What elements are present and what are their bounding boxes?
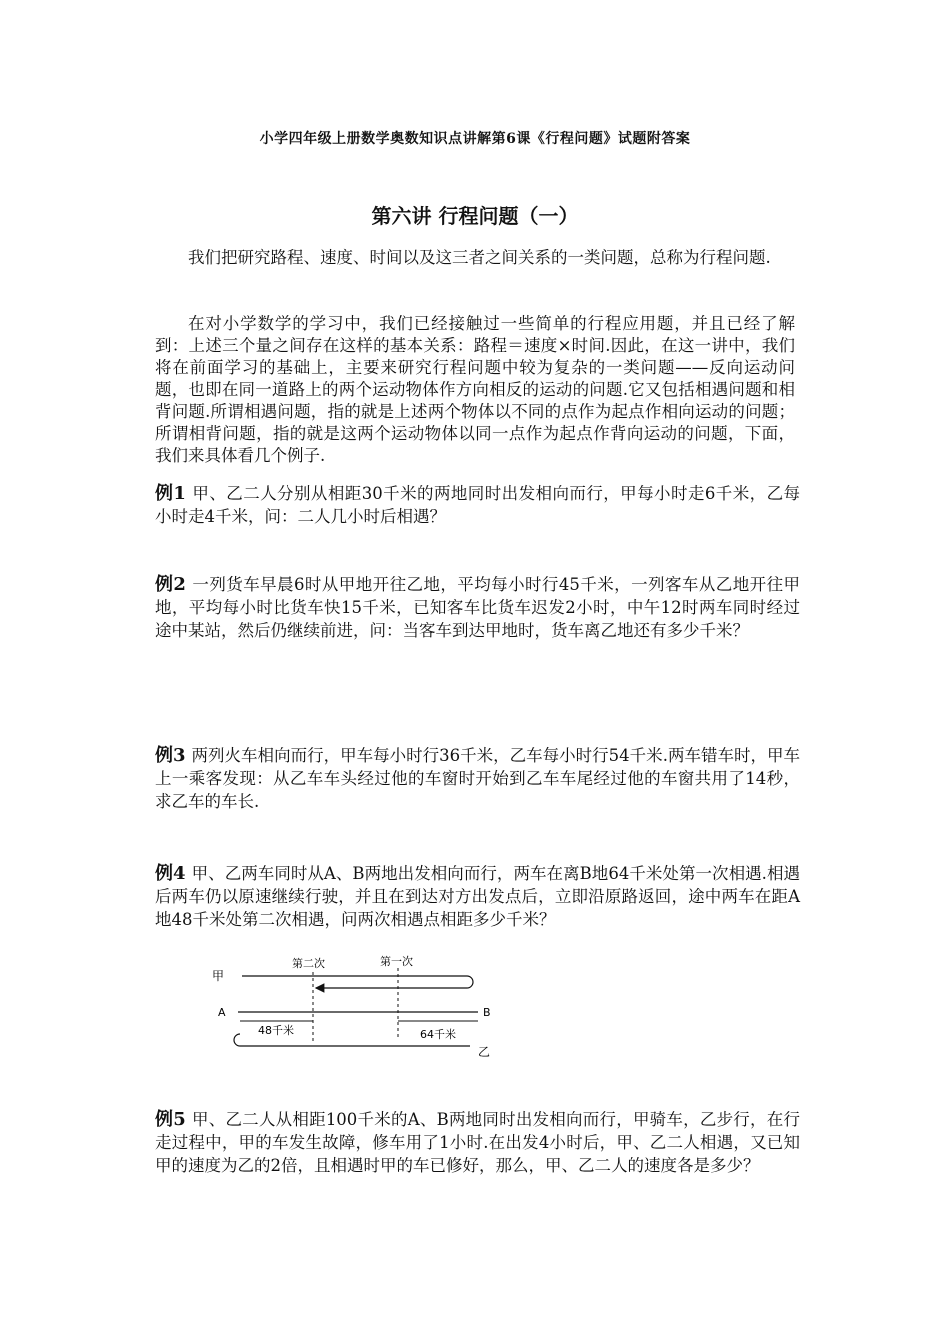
- example-text: 甲、乙两车同时从A、B两地出发相向而行，两车在离B地64千米处第一次相遇.相遇后两车仍以原速继续行驶，并且在到达对方出发点后，立即沿原路返回，途中两车在距A地48千米处第二次相遇，问两次相遇点相距多少千米？: [155, 864, 800, 929]
- example-5: [155, 1108, 800, 1177]
- label-64km: 64千米: [420, 1028, 456, 1041]
- label-first-meeting: 第一次: [380, 955, 413, 968]
- intro-paragraph-2: 在对小学数学的学习中，我们已经接触过一些简单的行程应用题，并且已经了解到：上述三个量之间存在这样的基本关系：路程＝速度×时间.因此，在这一讲中，我们将在前面学习的基础上，主要来研究行程问题中较为复杂的一类问题——反向运动问题，也即在同一道路上的两个运动物体作方向相反的运动的问题.它又包括相遇问题和相背问题.所谓相遇问题，指的就是上述两个物体以不同的点作为起点作相向运动的问题；所谓相背问题，指的就是这两个运动物体以同一点作为起点作背向运动的问题，下面，我们来具体看几个例子.: [155, 314, 795, 465]
- example-label: 例5: [155, 1109, 186, 1130]
- lecture-title: 第六讲 行程问题（一）: [371, 204, 579, 228]
- yi-path-turn: [234, 1034, 240, 1046]
- example-label: 例1: [155, 483, 186, 504]
- example-label: 例3: [155, 745, 186, 766]
- example-3: [155, 744, 800, 813]
- example-2: [155, 573, 800, 642]
- label-yi: 乙: [478, 1045, 491, 1059]
- label-48km: 48千米: [258, 1024, 294, 1037]
- meeting-diagram: [200, 948, 520, 1068]
- example-1: [155, 482, 800, 528]
- jia-path-turn: [467, 976, 473, 988]
- label-second-meeting: 第二次: [292, 957, 325, 970]
- label-a: A: [218, 1006, 226, 1019]
- example-text: 甲、乙二人从相距100千米的A、B两地同时出发相向而行，甲骑车，乙步行，在行走过程中，甲的车发生故障，修车用了1小时.在出发4小时后，甲、乙二人相遇，又已知甲的速度为乙的2倍，且相遇时甲的车已修好，那么，甲、乙二人的速度各是多少？: [155, 1110, 800, 1175]
- example-label: 例4: [155, 863, 186, 884]
- document-title: 小学四年级上册数学奥数知识点讲解第6课《行程问题》试题附答案: [259, 131, 691, 147]
- label-b: B: [483, 1006, 491, 1019]
- label-jia: 甲: [212, 969, 225, 983]
- intro-paragraph-1: 我们把研究路程、速度、时间以及这三者之间关系的一类问题，总称为行程问题.: [188, 248, 771, 267]
- example-label: 例2: [155, 574, 186, 595]
- example-text: 两列火车相向而行，甲车每小时行36千米，乙车每小时行54千米.两车错车时，甲车上一乘客发现：从乙车车头经过他的车窗时开始到乙车车尾经过他的车窗共用了14秒，求乙车的车长.: [155, 746, 800, 811]
- example-text: 一列货车早晨6时从甲地开往乙地，平均每小时行45千米，一列客车从乙地开往甲地，平均每小时比货车快15千米，已知客车比货车迟发2小时，中午12时两车同时经过途中某站，然后仍继续前进，问：当客车到达甲地时，货车离乙地还有多少千米？: [155, 575, 800, 640]
- example-4: [155, 862, 800, 931]
- example-text: 甲、乙二人分别从相距30千米的两地同时出发相向而行，甲每小时走6千米，乙每小时走4千米，问：二人几小时后相遇？: [155, 484, 800, 526]
